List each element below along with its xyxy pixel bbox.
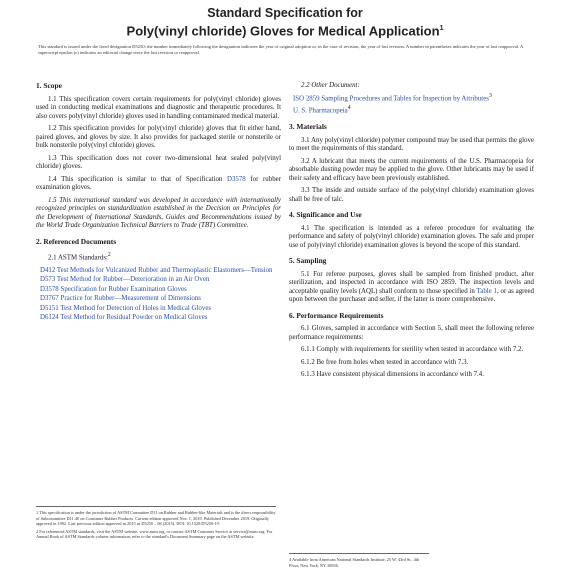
significance-heading: 4. Significance and Use bbox=[289, 210, 362, 220]
paragraph-3-2: 3.2 A lubricant that meets the current requirements of the U.S. Pharmacopeia for absorbable dusting powder may be applied to the glove. Other lubricants may be used if their safety and efficacy have been previously established. bbox=[289, 157, 534, 182]
footnote-2: 2 For referenced ASTM standards, visit the ASTM website, www.astm.org, or contact ASTM Customer Service at service@astm.org. For Annual Book of ASTM Standards volume information, refer to the standard's Document Summary page on the ASTM website. bbox=[36, 528, 273, 540]
other-document-label: 2.2 Other Document: bbox=[301, 82, 360, 89]
footnote-1: 1 This specification is under the jurisdiction of ASTM Committee D11 on Rubber and Rubber-like Materials and is the direct responsibility of Subcommittee D11.40 on Consumer Rubber Products. Current edition approved Nov. 1, 2019. Published December 2019. Originally approved in 1992. Last previous edition approved in 2015 as D5250 – 06 (2015). DOI: 10.1520/D5250-19. bbox=[36, 510, 276, 527]
reference-code: D3767 bbox=[40, 295, 59, 303]
paragraph-6-1-3: 6.1.3 Have consistent physical dimensions in accordance with 7.4. bbox=[301, 371, 484, 379]
paragraph-5-1-post: , or as agreed upon between the purchaser and seller, if the latter is more comprehensive. bbox=[289, 287, 534, 304]
left-footnotes bbox=[36, 506, 276, 542]
paragraph-3-3: 3.3 The inside and outside surface of the poly(vinyl chloride) examination gloves shall be free of talc. bbox=[289, 187, 534, 203]
materials-heading: 3. Materials bbox=[289, 122, 327, 132]
document-title bbox=[0, 6, 570, 38]
right-footnotes bbox=[289, 553, 429, 570]
sampling-heading: 5. Sampling bbox=[289, 256, 327, 266]
reference-title: Practice for Rubber—Measurement of Dimensions bbox=[60, 295, 201, 303]
title-line-2-text: Poly(vinyl chloride) Gloves for Medical Application bbox=[126, 23, 440, 39]
reference-item[interactable] bbox=[40, 266, 281, 276]
reference-title: Test Method for Rubber—Deterioration in an Air Oven bbox=[56, 276, 210, 284]
astm-standards-line bbox=[36, 251, 281, 263]
reference-code: ISO 2859 bbox=[293, 94, 320, 102]
right-column bbox=[289, 82, 534, 384]
paragraph-1-1: 1.1 This specification covers certain requirements for poly(vinyl chloride) gloves used in conducting medical examinations and diagnostic and therapeutic procedures. It also covers poly(vinyl chloride) gloves used in handling contaminated medical material. bbox=[36, 95, 281, 120]
paragraph-4-1: 4.1 The specification is intended as a referee procedure for evaluating the performance and safety of poly(vinyl chloride) examination gloves. The safe and proper use of poly(vinyl chloride) examination gloves is beyond the scope of this standard. bbox=[289, 224, 534, 249]
reference-title: Test Method for Detection of Holes in Medical Gloves bbox=[60, 304, 212, 312]
reference-code: D6124 bbox=[40, 314, 59, 322]
title-line-2 bbox=[0, 21, 570, 38]
paragraph-1-2: 1.2 This specification provides for poly(vinyl chloride) gloves that fit either hand, paired gloves, and gloves by size. It also provides for packaged sterile or nonsterile or bulk nonsterile poly(vinyl chloride) gloves. bbox=[36, 125, 281, 149]
reference-item[interactable] bbox=[40, 314, 281, 323]
table-1-link[interactable]: Table 1 bbox=[476, 287, 497, 295]
paragraph-1-3: 1.3 This specification does not cover two-dimensional heat sealed poly(vinyl chloride) gloves. bbox=[36, 154, 281, 170]
reference-title: Specification for Rubber Examination Gloves bbox=[60, 285, 187, 293]
reference-footnote-mark: 3 bbox=[488, 92, 492, 99]
reference-title: Sampling Procedures and Tables for Inspection by Attributes bbox=[321, 94, 489, 102]
performance-heading: 6. Performance Requirements bbox=[289, 310, 384, 320]
paragraph-1-4-post: for rubber examination gloves. bbox=[36, 175, 281, 191]
reference-code: D412 bbox=[40, 266, 56, 274]
paragraph-5-1-pre: 5.1 For referee purposes, gloves shall be sampled from finished product, after sterilization, and inspected in accordance with ISO 2859. The inspection levels and acceptable quality levels (AQL) shall conform to those specified in bbox=[289, 270, 534, 295]
paragraph-5-1 bbox=[289, 271, 534, 305]
reference-item[interactable] bbox=[293, 92, 534, 104]
reference-item[interactable] bbox=[40, 285, 281, 295]
reference-item[interactable] bbox=[40, 295, 281, 304]
paragraph-3-1: 3.1 Any poly(vinyl chloride) polymer compound may be used that permits the glove to meet the requirements of this standard. bbox=[289, 136, 534, 153]
left-column bbox=[36, 82, 281, 324]
reference-code: D573 bbox=[40, 276, 56, 284]
astm-standards-label: 2.1 ASTM Standards: bbox=[48, 254, 108, 262]
reference-title: Test Methods for Vulcanized Rubber and Thermoplastic Elastomers—Tension bbox=[56, 266, 273, 274]
astm-footnote-mark: 2 bbox=[107, 252, 111, 258]
paragraph-1-4-pre: 1.4 This specification is similar to that of Specification bbox=[48, 175, 227, 183]
designation-notice: This standard is issued under the fixed designation D5250; the number immediately following the designation indicates the year of original adoption or, in the case of revision, the year of last revision. A number in parentheses indicates the year of last reapproval. A superscript epsilon (ε) indicates an editorial change since the last revision or reapproval. bbox=[38, 44, 524, 55]
reference-title: Test Method for Residual Powder on Medical Gloves bbox=[60, 314, 208, 322]
paragraph-6-1-1: 6.1.1 Comply with requirements for sterility when tested in accordance with 7.2. bbox=[301, 346, 524, 354]
reference-item[interactable] bbox=[293, 104, 534, 116]
paragraph-1-4 bbox=[36, 176, 281, 193]
reference-code: D5151 bbox=[40, 304, 59, 312]
reference-code: D3578 bbox=[40, 285, 59, 293]
reference-code: U. S. Pharmacopeia bbox=[293, 107, 348, 115]
scope-heading: 1. Scope bbox=[36, 81, 62, 90]
reference-footnote-mark: 4 bbox=[347, 105, 351, 112]
footnote-4: 4 Available from American National Standards Institute, 25 W. 43rd St., 4th Floor, New York, NY 10036. bbox=[289, 557, 420, 568]
title-footnote-mark: 1 bbox=[439, 25, 444, 32]
d3578-link[interactable]: D3578 bbox=[226, 175, 246, 183]
reference-item[interactable] bbox=[40, 276, 281, 285]
paragraph-6-1: 6.1 Gloves, sampled in accordance with Section 5, shall meet the following referee performance requirements: bbox=[289, 325, 534, 341]
title-line-1: Standard Specification for bbox=[207, 6, 363, 20]
referenced-documents-heading: 2. Referenced Documents bbox=[36, 236, 117, 246]
reference-item[interactable] bbox=[40, 304, 281, 314]
paragraph-1-5: 1.5 This international standard was developed in accordance with internationally recognized principles on standardization established in the Decision on Principles for the Development of International Standards, Guides and Recommendations issued by the World Trade Organization Technical Barriers to Trade (TBT) Committee. bbox=[36, 196, 281, 229]
paragraph-6-1-2: 6.1.2 Be free from holes when tested in accordance with 7.3. bbox=[301, 358, 469, 366]
